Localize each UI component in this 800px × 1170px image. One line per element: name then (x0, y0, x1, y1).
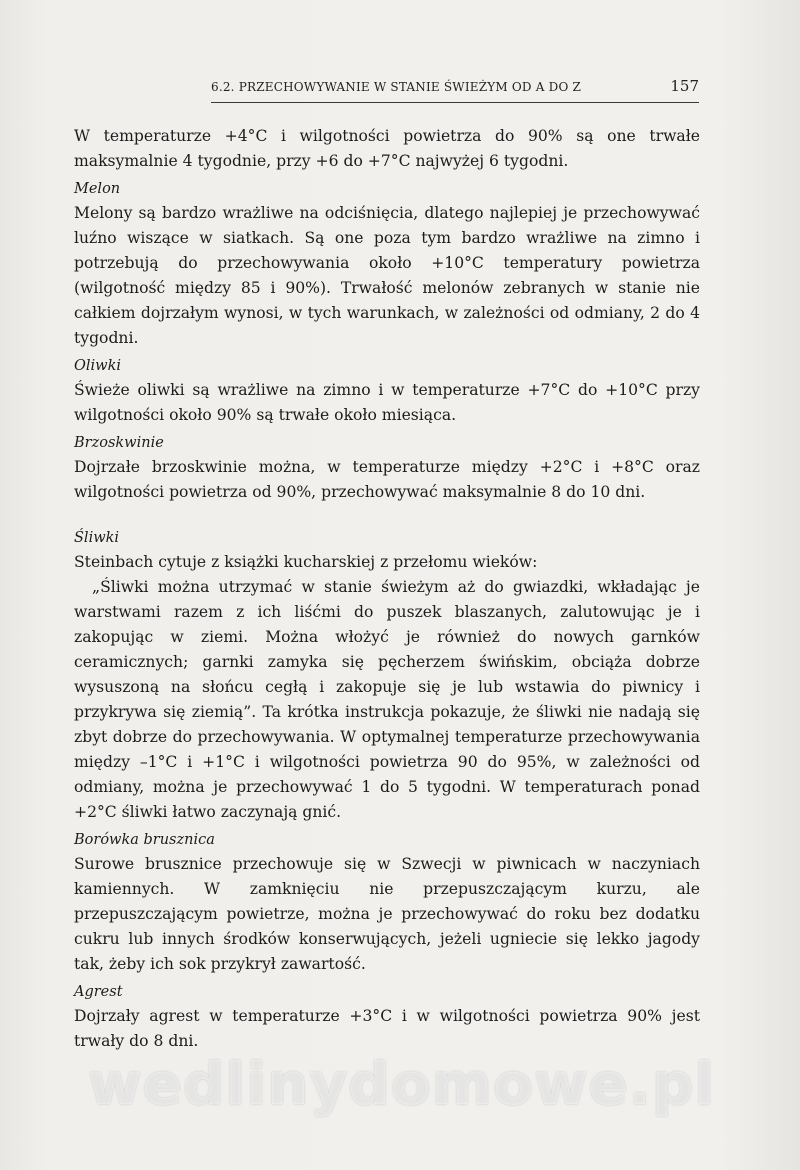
watermark: wedlinydomowe.pl (88, 1050, 716, 1118)
page-number: 157 (670, 77, 699, 95)
section-text-agrest: Dojrzały agrest w temperaturze +3°C i w wilgotności powietrza 90% jest trwały do 8 dni. (74, 1007, 700, 1050)
section-text-melon: Melony są bardzo wrażliwe na odciśnięcia, dlatego najlepiej je przechowywać luźno wiszące w siatkach. Są one poza tym bardzo wrażliwe na zimno i potrzebują do przechowywania około +10°C temperatury powietrza (wilgotność między 85 i 90%). Trwałość melonów zebranych w stanie nie całkiem dojrzałym wynosi, w tych warunkach, w zależności od odmiany, 2 do 4 tygodni. (74, 204, 700, 347)
section-title-borowka: Borówka brusznica (74, 832, 215, 848)
page-content (74, 124, 700, 1054)
section-quote-sliwki: „Śliwki można utrzymać w stanie świeżym aż do gwiazdki, wkładając je warstwami razem z ich liśćmi do puszek blaszanych, zalutowując je i zakopując w ziemi. Można włożyć je również do nowych garnków ceramicznych; garnki zamyka się pęcherzem świńskim, obciąża dobrze wysuszoną na słońcu cegłą i zakopuje się je lub wstawia do piwnicy i przykrywa się ziemią”. Ta krótka instrukcja pokazuje, że śliwki nie nadają się zbyt dobrze do przechowywania. W optymalnej temperaturze przechowywania między –1°C i +1°C i wilgotności powietrza 90 do 95%, w zależności od odmiany, można je przechowywać 1 do 5 tygodni. W temperaturach ponad +2°C śliwki łatwo zaczynają gnić. (74, 578, 700, 821)
running-header (211, 78, 699, 103)
section-text-borowka: Surowe brusznice przechowuje się w Szwecji w piwnicach w naczyniach kamiennych. W zamknięciu nie przepuszczającym kurzu, ale przepuszczającym powietrze, można je przechowywać do roku bez dodatku cukru lub innych środków konserwujących, jeżeli ugniecie się lekko jagody tak, żeby ich sok przykrył zawartość. (74, 855, 700, 973)
section-title-sliwki: Śliwki (74, 530, 120, 546)
intro-paragraph: W temperaturze +4°C i wilgotności powietrza do 90% są one trwałe maksymalnie 4 tygodnie, przy +6 do +7°C najwyżej 6 tygodni. (74, 127, 700, 170)
section-text-oliwki: Świeże oliwki są wrażliwe na zimno i w temperaturze +7°C do +10°C przy wilgotności około 90% są trwałe około miesiąca. (74, 381, 700, 424)
section-title-brzoskwinie: Brzoskwinie (74, 435, 164, 451)
section-text-brzoskwinie: Dojrzałe brzoskwinie można, w temperaturze między +2°C i +8°C oraz wilgotności powietrza od 90%, przechowywać maksymalnie 8 do 10 dni. (74, 458, 700, 501)
section-title-melon: Melon (74, 181, 121, 197)
header-title: 6.2. PRZECHOWYWANIE W STANIE ŚWIEŻYM OD A DO Z (211, 80, 582, 94)
section-title-oliwki: Oliwki (74, 358, 121, 374)
section-gap (74, 505, 700, 523)
section-text-sliwki: Steinbach cytuje z książki kucharskiej z przełomu wieków: (74, 553, 538, 571)
section-title-agrest: Agrest (74, 984, 123, 1000)
